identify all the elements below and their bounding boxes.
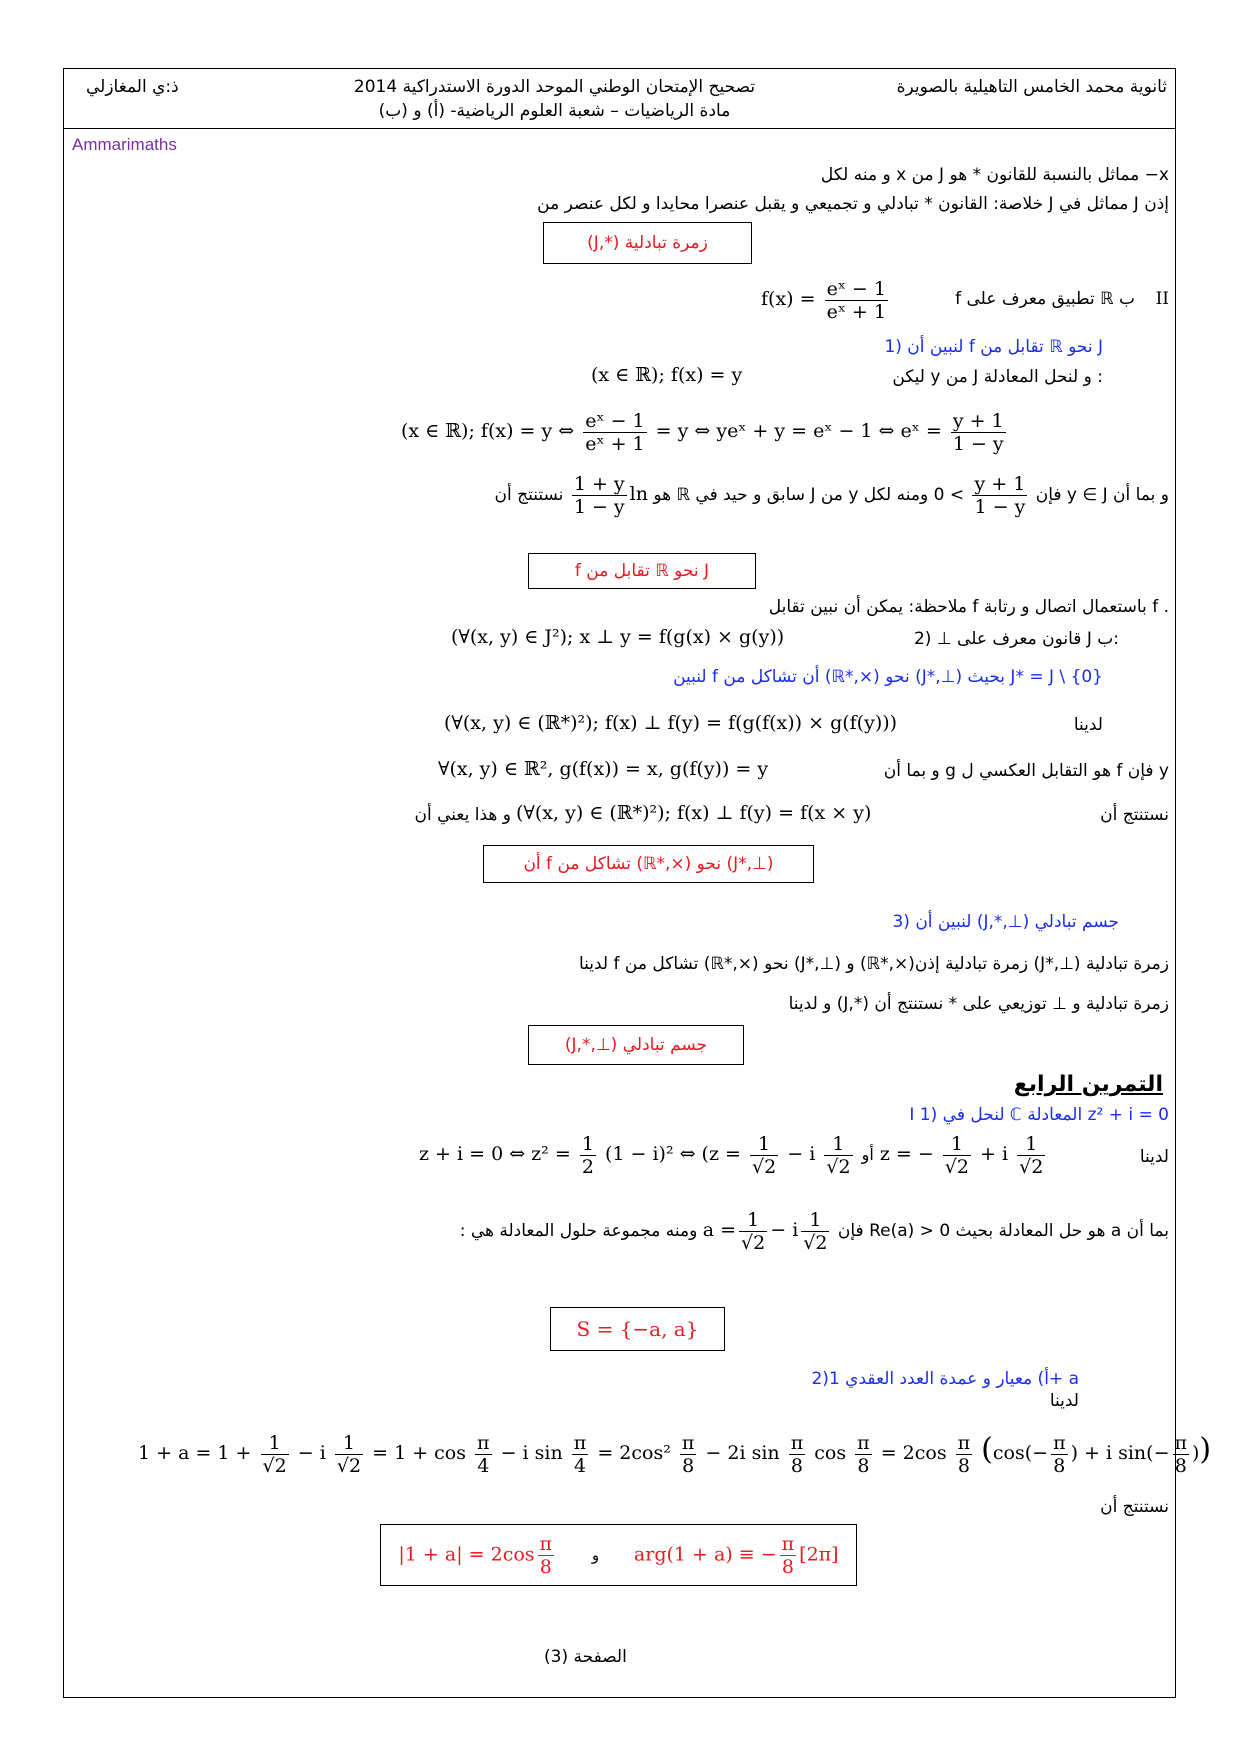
denominator: 8 bbox=[781, 1555, 794, 1578]
numerator: π bbox=[1174, 1431, 1187, 1454]
eq-part: ) bbox=[1192, 1442, 1200, 1464]
ln-symbol: ln bbox=[629, 483, 648, 505]
watermark-text: Ammarimaths bbox=[72, 135, 177, 154]
fraction bbox=[572, 473, 627, 518]
numerator: 1 bbox=[824, 1133, 852, 1156]
equation-setup-text: ليكن y من J و لنحل المعادلة : bbox=[892, 367, 1103, 387]
eq-part: z = − bbox=[879, 1143, 934, 1165]
label-we-have: لدينا bbox=[1073, 715, 1103, 735]
numerator: π bbox=[1053, 1431, 1066, 1454]
denominator: 8 bbox=[1174, 1454, 1187, 1477]
eq-part: cos bbox=[814, 1442, 847, 1464]
bijection-argument bbox=[495, 466, 1169, 523]
eq-part: − i bbox=[787, 1143, 816, 1165]
fraction bbox=[261, 1432, 289, 1477]
fraction bbox=[1173, 1432, 1190, 1477]
law-definition-math: (∀(x, y) ∈ J²); x ⊥ y = f(g(x) × g(y)) bbox=[451, 626, 785, 648]
eq-part: [2π] bbox=[799, 1543, 839, 1565]
conclude-text: نستنتج أن bbox=[1100, 805, 1169, 825]
numerator: 1 bbox=[1017, 1133, 1045, 1156]
page-header bbox=[64, 69, 1175, 129]
author-name: ذ:ي المغازلي bbox=[86, 77, 179, 97]
eq-part: − 2i sin bbox=[705, 1442, 780, 1464]
fraction bbox=[475, 1432, 492, 1477]
page-footer: الصفحة (3) bbox=[544, 1647, 627, 1667]
exercise-4-title: التمرين الرابع bbox=[1013, 1072, 1163, 1097]
school-name: ثانوية محمد الخامس التاهيلية بالصويرة bbox=[896, 77, 1167, 97]
denominator: √2 bbox=[944, 1155, 969, 1178]
fraction bbox=[538, 1533, 555, 1578]
denominator: √2 bbox=[336, 1454, 362, 1477]
modulus-argument-calc bbox=[138, 1419, 1211, 1484]
denominator: √2 bbox=[826, 1155, 851, 1178]
eq-part: (1 − i)² ⇔ (z = bbox=[604, 1143, 741, 1165]
numerator: 1 bbox=[801, 1209, 829, 1232]
result-box-solution-set: S = {−a, a} bbox=[550, 1307, 725, 1351]
text-part: > 0 ومنه لكل y من J سابق و حيد في ℝ هو bbox=[653, 485, 965, 505]
eq-part: = y ⇔ yeˣ + y = eˣ − 1 ⇔ eˣ = bbox=[655, 420, 942, 442]
homomorphism-result-math: (∀(x, y) ∈ (ℝ*)²); f(x) ⊥ f(y) = f(x × y) bbox=[516, 802, 872, 824]
denominator: √2 bbox=[741, 1231, 766, 1254]
text-part: نستنتج أن bbox=[494, 485, 564, 505]
formula-lhs: f(x) = bbox=[761, 288, 816, 310]
fraction bbox=[825, 278, 888, 323]
text-part: بما أن a هو حل المعادلة بحيث Re(a) > 0 فإن bbox=[837, 1221, 1169, 1241]
denominator: 8 bbox=[790, 1454, 803, 1477]
fraction bbox=[583, 410, 646, 455]
numerator: y + 1 bbox=[952, 409, 1004, 432]
and-word: و bbox=[591, 1546, 600, 1564]
numerator: eˣ − 1 bbox=[826, 277, 886, 300]
denominator: √2 bbox=[262, 1454, 287, 1477]
paren-open: ( bbox=[981, 1432, 993, 1467]
numerator: eˣ − 1 bbox=[585, 409, 645, 432]
fraction bbox=[824, 1133, 852, 1178]
solution-set-argument bbox=[460, 1201, 1169, 1260]
eq-part: ) + i sin(− bbox=[1070, 1442, 1170, 1464]
inverse-relation-text: و بما أن g هو التقابل العكسي ل f فإن y bbox=[883, 761, 1169, 781]
numerator: π bbox=[477, 1431, 490, 1454]
result-box-field: (J,*,⊥) جسم تبادلي bbox=[528, 1025, 744, 1065]
paren-close: ) bbox=[1199, 1432, 1212, 1467]
subject-line: مادة الرياضيات – شعبة العلوم الرياضية- (أ) و (ب) bbox=[378, 101, 731, 121]
denominator: 8 bbox=[957, 1454, 970, 1477]
fraction bbox=[956, 1432, 973, 1477]
question-2-goal: لنبين f أن تشاكل من (ℝ*,×) نحو (J*,⊥) بحيث J* = J \ {0} bbox=[673, 667, 1103, 687]
eq-part: cos(− bbox=[992, 1442, 1049, 1464]
denominator: 1 − y bbox=[952, 432, 1004, 455]
denominator: 4 bbox=[477, 1454, 490, 1477]
denominator: 2 bbox=[581, 1155, 594, 1178]
eq-part: z + i = 0 ⇔ z² = bbox=[419, 1143, 571, 1165]
numerator: π bbox=[790, 1431, 804, 1454]
eq-part: 1 + a = 1 + bbox=[138, 1442, 252, 1464]
numerator: 1 bbox=[335, 1432, 363, 1455]
denominator: 8 bbox=[682, 1454, 695, 1477]
note-line: ملاحظة: يمكن أن نبين تقابل f باستعمال اتصال و رتابة f . bbox=[768, 597, 1169, 617]
fraction bbox=[1017, 1133, 1045, 1178]
fraction bbox=[972, 473, 1027, 518]
denominator: 1 − y bbox=[573, 495, 625, 518]
eq-part: |1 + a| = 2cos bbox=[398, 1543, 535, 1565]
modulus-result bbox=[398, 1533, 557, 1578]
f-definition-formula bbox=[761, 271, 891, 327]
denominator: √2 bbox=[752, 1155, 777, 1178]
exam-page bbox=[63, 68, 1212, 1698]
denominator: 1 − y bbox=[974, 496, 1026, 518]
a-value bbox=[702, 1208, 833, 1254]
denominator: 8 bbox=[539, 1555, 552, 1578]
exercise-4-q1: I 1) لنحل في ℂ المعادلة z² + i = 0 bbox=[909, 1105, 1169, 1125]
numerator: π bbox=[539, 1532, 553, 1555]
part-ii-label: II bbox=[1155, 289, 1169, 309]
fraction bbox=[1051, 1432, 1068, 1477]
text-part: و بما أن y ∈ J فإن bbox=[1035, 485, 1169, 505]
eq-part: (x ∈ ℝ); f(x) = y ⇔ bbox=[401, 420, 575, 442]
fraction bbox=[855, 1432, 872, 1477]
eq-part: − i bbox=[770, 1219, 799, 1241]
fraction bbox=[789, 1432, 806, 1477]
or-word: أو bbox=[861, 1145, 874, 1164]
question-1: 1) لنبين أن f تقابل من ℝ نحو J bbox=[884, 337, 1103, 357]
homomorphism-calc: (∀(x, y) ∈ (ℝ*)²); f(x) ⊥ f(y) = f(g(f(x)) × g(f(y))) bbox=[444, 712, 898, 734]
fraction bbox=[780, 1533, 797, 1578]
numerator: π bbox=[681, 1431, 695, 1454]
law-definition-text: 2) ⊥ قانون معرف على J ب: bbox=[913, 629, 1119, 649]
fraction bbox=[580, 1133, 596, 1178]
denominator: 8 bbox=[1053, 1454, 1066, 1477]
label-conclude: نستنتج أن bbox=[1100, 1497, 1169, 1517]
numerator: 1 bbox=[750, 1133, 778, 1156]
fraction bbox=[335, 1432, 363, 1477]
label-we-have-3: لدينا bbox=[1049, 1391, 1079, 1411]
fraction bbox=[680, 1432, 697, 1477]
numerator: π bbox=[573, 1431, 587, 1454]
denominator: eˣ + 1 bbox=[585, 432, 645, 455]
label-we-have-2: لدينا bbox=[1139, 1147, 1169, 1167]
fraction bbox=[943, 1133, 971, 1178]
eq-part: + i bbox=[980, 1143, 1009, 1165]
distributive-line: و لدينا (J,*) زمرة تبادلية و ⊥ توزيعي على * نستنتج أن bbox=[788, 994, 1169, 1014]
eq-part: = 2cos² bbox=[597, 1442, 671, 1464]
result-box-group: (J,*) زمرة تبادلية bbox=[543, 222, 752, 264]
fraction bbox=[739, 1209, 767, 1254]
fraction bbox=[572, 1432, 589, 1477]
question-2a: 2)أ) معيار و عمدة العدد العقدي 1+ a bbox=[811, 1369, 1079, 1389]
denominator: √2 bbox=[803, 1231, 828, 1254]
eq-part: a = bbox=[702, 1219, 737, 1241]
eq-part: = 2cos bbox=[880, 1442, 947, 1464]
denominator: √2 bbox=[1019, 1155, 1044, 1178]
numerator: π bbox=[957, 1431, 971, 1454]
exam-title: تصحيح الإمتحان الوطني الموحد الدورة الاستدراكية 2014 bbox=[353, 77, 756, 97]
denominator: eˣ + 1 bbox=[826, 300, 886, 323]
argument-result bbox=[634, 1533, 839, 1578]
ln-expression bbox=[569, 472, 648, 518]
equation-solving bbox=[401, 401, 1009, 461]
question-3: 3) لنبين أن (J,*,⊥) جسم تبادلي bbox=[892, 912, 1119, 932]
meaning-text: و هذا يعني أن bbox=[414, 805, 511, 825]
numerator: π bbox=[781, 1532, 795, 1555]
complex-equation-solution bbox=[419, 1125, 1048, 1184]
numerator: 1 + y bbox=[573, 472, 625, 495]
numerator: 1 bbox=[581, 1132, 594, 1155]
group-transfer-line: لدينا f تشاكل من (ℝ*,×) نحو (J*,⊥) و (ℝ*,×)زمرة تبادلية إذن (J*,⊥) زمرة تبادلية bbox=[578, 954, 1169, 974]
equation-setup-math: (x ∈ ℝ); f(x) = y bbox=[591, 364, 743, 386]
line-inverse-element: و منه لكل x من J مماثل بالنسبة للقانون * هو −x bbox=[820, 165, 1169, 185]
eq-part: − i sin bbox=[500, 1442, 563, 1464]
fraction bbox=[750, 1133, 778, 1178]
denominator: 8 bbox=[857, 1454, 870, 1477]
eq-part: arg(1 + a) ≡ − bbox=[633, 1543, 777, 1565]
eq-part: = 1 + cos bbox=[372, 1442, 466, 1464]
result-box-homomorphism: أن f تشاكل من (ℝ*,×) نحو (J*,⊥) bbox=[483, 845, 814, 883]
numerator: π bbox=[857, 1431, 870, 1454]
line-conclusion: خلاصة: القانون * تبادلي و تجميعي و يقبل عنصرا محايدا و لكل عنصر من J مماثل في J إذن bbox=[537, 194, 1169, 214]
fraction bbox=[801, 1209, 829, 1254]
numerator: 1 bbox=[943, 1133, 971, 1156]
f-definition-text: f تطبيق معرف على ℝ ب bbox=[955, 289, 1135, 309]
text-part: ومنه مجموعة حلول المعادلة هي : bbox=[459, 1221, 698, 1241]
numerator: 1 bbox=[739, 1209, 767, 1232]
result-box-modulus-argument bbox=[380, 1524, 857, 1586]
numerator: y + 1 bbox=[974, 473, 1026, 495]
fraction bbox=[951, 410, 1006, 455]
denominator: 4 bbox=[573, 1454, 587, 1477]
eq-part: − i bbox=[297, 1442, 326, 1464]
inverse-relation-math: ∀(x, y) ∈ ℝ², g(f(x)) = x, g(f(y)) = y bbox=[438, 758, 769, 780]
numerator: 1 bbox=[261, 1432, 289, 1455]
result-box-bijection: f تقابل من ℝ نحو J bbox=[528, 553, 756, 589]
